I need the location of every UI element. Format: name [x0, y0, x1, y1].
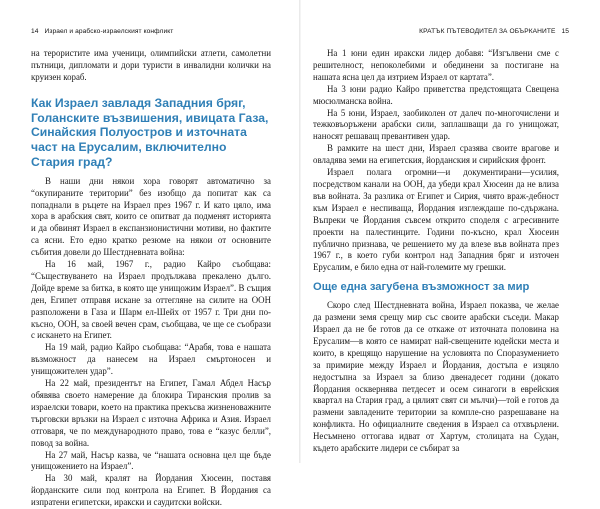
right-page	[300, 0, 600, 463]
intro-line: круизен кораб.	[31, 71, 87, 82]
body-paragraph: На 5 юни, Израел, заобиколен от далеч по-многочислени и тежковъоръжени арабски сили, заплашващи да го унищожат, наносят решаващ превантивен удар.	[313, 107, 559, 142]
subsection-heading: Още една загубена възможност за мир	[313, 281, 530, 294]
body-paragraph: На 30 май, кралят на Йордания Хюсеин, поставя йорданските сили под контрола на Египет. В Йордания са изпратени египетски, иракски и саудитски войски.	[31, 473, 271, 508]
body-paragraph: Израел полага огромни—и документирани—усилия, посредством канали на ООН, да убеди крал Хюсеин да не влиза във войната. За разлика от Египет и Сирия, чиято враж-дебност към Израел е неспиваща, Йордания изглеждаше по-сдържана. Въпреки че Йордания съвсем открито споделя с агресивните проекти на палестинците. Години по-късно, крал Хюсеин публично признава, че решението му да влезе във войната през 1967 г., в което губи контрол над Западния бряг и източен Ерусалим, е било една от най-големите му грешки.	[313, 167, 559, 273]
body-paragraph: В наши дни някои хора говорят автоматично за “окупираните територии” без изобщо да попитат как са попаднали в ръцете на Израел през 1967 г. И като цяло, има хора в арабския свят, които се опитват да подменят историята и да обвинят Израел в експанзионистични мотиви, но фактите са ясни. Ето едно кратко резюме на някои от основните събития довели до Шестдневната война:	[31, 175, 271, 258]
body-paragraph: На 1 юни един иракски лидер добавя: “Изгълвени сме с решителност, непоколебими и обединени за постигане на нашата ясна цел да изтрием Израел от картата”.	[313, 48, 559, 82]
right-page-number: 15	[561, 28, 569, 35]
right-text-column	[313, 48, 559, 455]
right-running-head-title: КРАТЪК ПЪТЕВОДИТЕЛ ЗА ОБЪРКАНИТЕ	[419, 28, 556, 35]
body-paragraph: На 3 юни радио Кайро приветства предстоящата Свещена мюсюлманска война.	[313, 83, 559, 106]
body-paragraph: Скоро след Шестдневната война, Израел показва, че желае да размени земя срещу мир със своите арабски съседи. Макар Израел да не бе готов да се откаже от източната половина на Ерусалим—в която се намират най-свещените юдейски места и които, в крещящо нарушение на условията по Споразумението за примирие между Израел и Йордания, достъпа е изцяло недостъпна за Израел за близо двенадесет години (докато Йордания осквернява петдесет и осем синагоги в еврейския квартал на Стария град, а цялият свят си мълчи)—той е готов да размени завладените територии за компле-сно разрешаване на конфликта. Но официалните сведения в Израел са отхвърлени. Несъмнено оттогава идват от Хартум, столицата на Судан, където арабските лидери се събират за	[313, 300, 559, 454]
body-paragraph: На 27 май, Насър казва, че “нашата основна цел ще бъде унищожението на Израел”.	[31, 449, 271, 472]
body-paragraph: На 22 май, президентът на Египет, Гамал Абдел Насър обявява своето намерение да блокира Тиранския пролив за израелски товари, което на практика прекъсва жизненоважните търговски връзки на Израел с източна Африка и Азия. Израел отговаря, че по международното право, това е “казус белли”, повод за война.	[31, 378, 271, 448]
intro-paragraph	[31, 48, 271, 84]
left-running-head	[31, 28, 173, 35]
section-heading: Как Израел завладя Западния бряг, Голанските възвишения, ивицата Газа, Синайския Полуостров и източната част на Ерусалим, включително Стария град?	[31, 95, 269, 169]
intro-line: пътници, дипломати и дори туристи в инвалидни колички на	[31, 59, 271, 70]
body-paragraph: На 19 май, радио Кайро съобщава: “Арабя, това е нашата възможност да нанесем на Израел смъртоносен и унищожителен удар”.	[31, 342, 271, 377]
left-page-number: 14	[31, 28, 39, 35]
left-text-column	[31, 48, 271, 509]
right-running-head	[419, 28, 569, 35]
left-running-head-title: Израел и арабско-израелският конфликт	[44, 28, 174, 35]
left-page	[0, 0, 300, 508]
body-paragraph: В рамките на шест дни, Израел сразява своите врагове и овладява земи на египетския, йорданския и сирийския фронт.	[313, 143, 559, 166]
intro-line: на терористите има ученици, олимпийски атлети, самолетни	[31, 48, 271, 58]
body-paragraph: На 16 май, 1967 г., радио Кайро съобщава: “Съществуването на Израел продължава прекалено дълго. Дойде време за битка, в която ще унищожим Израел”. В същия ден, Египет отправя искане за оттегляне на силите на ООН разположени в Газа и Шарм ел-Шейх от 1957 г. Три дни по-късно, ООН, за своей вечен срам, съобщава, че ще се съобрази с искането на Египет.	[31, 259, 271, 341]
